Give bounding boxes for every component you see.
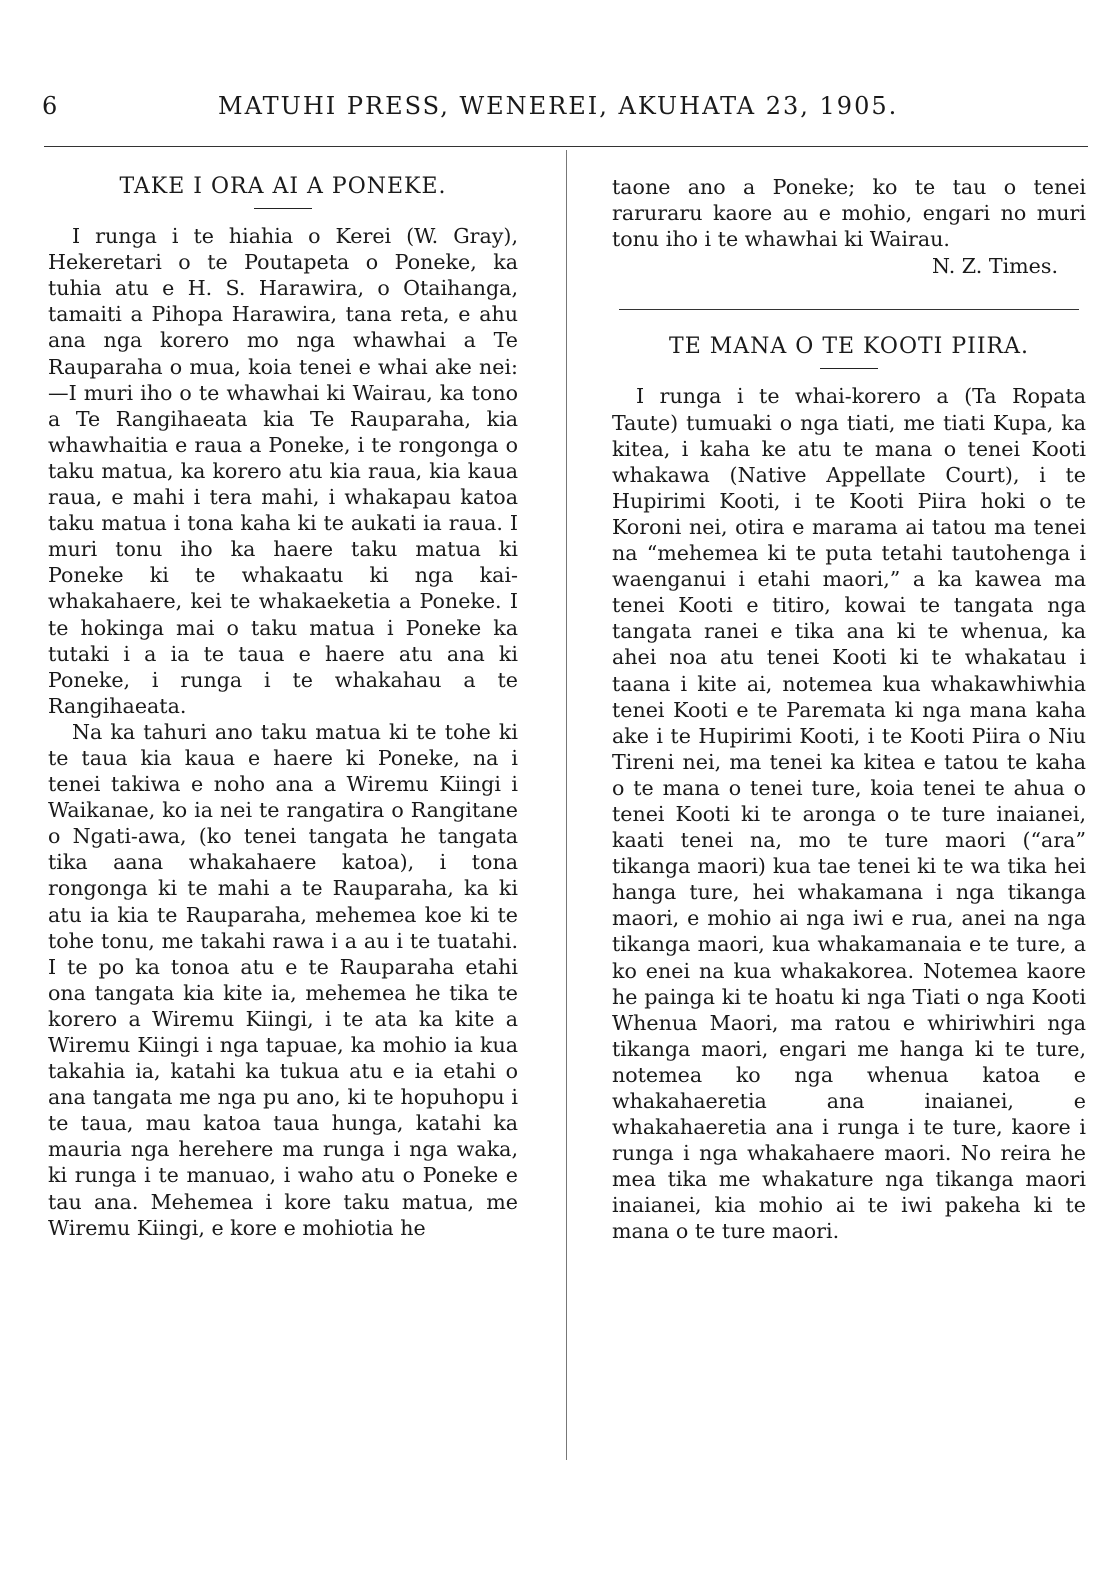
article1-source: N. Z. Times. xyxy=(932,254,1058,279)
article1-paragraph-1: I runga i te hiahia o Kerei (W. Gray), Hekeretari o te Poutapeta o Poneke, ka tuhia atu e H. S. Harawira, o Otaihanga, tamaiti a Pihopa Harawira, tana reta, e ahu ana nga korero mo nga whawhai a Te Rauparaha o mua, koia tenei e whai ake nei:—I muri iho o te whawhai ki Wairau, ka tono a Te Rangihaeata kia Te Rauparaha, kia whawhaitia e raua a Poneke, i te rongonga o taku matua, ka korero atu kia raua, kia kaua raua, e mahi i tera mahi, i whakapau katoa taku matua i tona kaha ki te aukati ia raua. I muri tonu iho ka haere taku matua ki Poneke ki te whakaatu ki nga kai-whakahaere, kei te whakaeketia a Poneke. I te hokinga mai o taku matua i Poneke ka tutaki i a ia te taua e haere atu ana ki Poneke, i runga i te whakahau a te Rangihaeata. xyxy=(48,224,518,718)
title-rule xyxy=(820,368,878,369)
left-column xyxy=(48,174,518,1241)
page-number: 6 xyxy=(42,92,59,120)
article1-title: TAKE I ORA AI A PONEKE. xyxy=(119,174,447,199)
title-rule xyxy=(254,208,312,209)
column-divider xyxy=(566,150,567,1460)
masthead: MATUHI PRESS, WENEREI, AKUHATA 23, 1905. xyxy=(218,92,899,120)
article2-title: TE MANA O TE KOOTI PIIRA. xyxy=(669,334,1029,360)
article-separator xyxy=(619,309,1079,310)
page-header xyxy=(42,92,1082,132)
header-rule xyxy=(44,146,1088,147)
right-column xyxy=(612,174,1086,1245)
article1-paragraph-2: Na ka tahuri ano taku matua ki te tohe ki te taua kia kaua e haere ki Poneke, na i tenei takiwa e noho ana a Wiremu Kiingi i Waikanae, ko ia nei te rangatira o Rangitane o Ngati-awa, (ko tenei tangata he tangata tika aana whakahaere katoa), i tona rongonga ki te mahi a te Rauparaha, ka ki atu ia kia te Rauparaha, mehemea koe ki te tohe tonu, me takahi rawa i a au i te tuatahi. I te po ka tonoa atu e te Rauparaha etahi ona tangata kia kite ia, mehemea he tika te korero a Wiremu Kiingi, i te ata ka kite a Wiremu Kiingi i nga tapuae, ka mohio ia kua takahia ia, katahi ka tukua atu e ia etahi o ana tangata me nga pu ano, ki te hopuhopu i te taua, mau katoa taua hunga, katahi ka mauria nga herehere ma runga i nga waka, ki runga i te manuao, i waho atu o Poneke e tau ana. Mehemea i kore taku matua, me Wiremu Kiingi, e kore e mohiotia he xyxy=(48,719,518,1240)
article1-continuation: taone ano a Poneke; ko te tau o tenei raruraru kaore au e mohio, engari no muri tonu iho i te whawhai ki Wairau. xyxy=(612,175,1086,252)
article2-paragraph-1: I runga i te whai-korero a (Ta Ropata Taute) tumuaki o nga tiati, me tiati Kupa, ka kitea, i kaha ke atu te mana o tenei Kooti whakawa (Native Appellate Court), i te Hupirimi Kooti, i te Kooti Piira hoki o te Koroni nei, otira e marama ai tatou ma tenei na “mehemea ki te puta tetahi tautohenga i waenganui i etahi maori,” a ka kawea ma tenei Kooti e titiro, kowai te tangata nga tangata ranei e tika ana ki te whenua, ka ahei noa atu tenei Kooti ki te whakatau i taana i kite ai, notemea kua whakawhiwhia tenei Kooti e te Paremata ki nga mana kaha ake i te Hupirimi Kooti, i te Kooti Piira o Niu Tireni nei, ma tenei ka kitea e tatou te kaha o te mana o tenei ture, koia tenei te ahua o tenei Kooti ki te aronga o te ture inaianei, kaati tenei na, mo te ture maori (“ara” tikanga maori) kua tae tenei ki te wa tika hei hanga ture, hei whakamana i nga tikanga maori, e mohio ai nga iwi e rua, anei na nga tikanga maori, kua whakamanaia e te ture, a ko enei na kua whakakorea. Notemea kaore he painga ki te hoatu ki nga Tiati o nga Kooti Whenua Maori, ma ratou e whiriwhiri nga tikanga maori, engari me hanga ki te ture, notemea ko nga whenua katoa e whakahaeretia ana inaianei, e whakahaeretia ana i runga i te ture, kaore i runga i nga whakahaere maori. No reira he mea tika me whakature nga tikanga maori inaianei, kia mohio ai te iwi pakeha ki te mana o te ture maori. xyxy=(612,384,1086,1244)
